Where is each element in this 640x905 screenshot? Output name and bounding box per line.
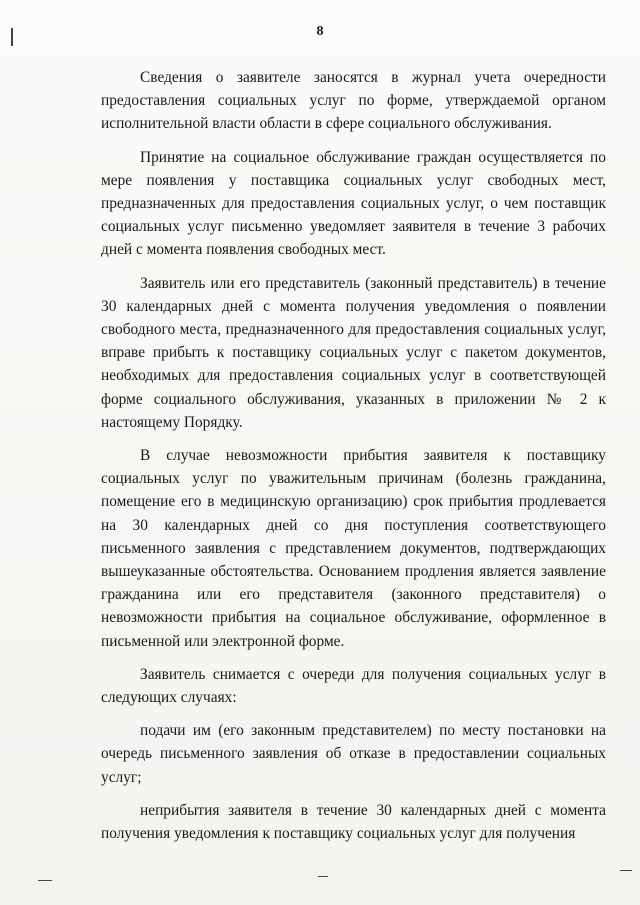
scan-mark-bottom-center	[318, 876, 328, 877]
paragraph: Принятие на социальное обслуживание граждан осуществляется по мере появления у поставщика социальных услуг свободных мест, предназначенных для предоставления социальных услуг, о чем поставщик социальных услуг письменно уведомляет заявителя в течение 3 рабочих дней с момента появления свободных мест.	[101, 148, 606, 259]
paragraph: неприбытия заявителя в течение 30 календарных дней с момента получения уведомления к поставщику социальных услуг для получения	[101, 801, 606, 843]
paragraph: подачи им (его законным представителем) по месту постановки на очередь письменного заявления об отказе в предоставлении социальных услуг;	[101, 722, 606, 786]
scan-mark-bottom-right	[620, 870, 632, 871]
document-body	[101, 66, 606, 855]
scan-mark-bottom-left	[38, 880, 52, 881]
page-number: 8	[316, 24, 324, 39]
paragraph: Заявитель или его представитель (законный представитель) в течение 30 календарных дней с момента получения уведомления о появлении свободного места, предназначенного для предоставления социальных услуг, вправе прибыть к поставщику социальных услуг с пакетом документов, необходимых для предоставления социальных услуг в соответствующей форме социального обслуживания, указанных в приложении № 2 к настоящему Порядку.	[101, 274, 606, 431]
paragraph: Сведения о заявителе заносятся в журнал учета очередности предоставления социальных услуг по форме, утверждаемой органом исполнительной власти области в сфере социального обслуживания.	[101, 69, 606, 133]
paragraph: В случае невозможности прибытия заявителя к поставщику социальных услуг по уважительным причинам (болезнь гражданина, помещение его в медицинскую организацию) срок прибытия продлевается на 30 календарных дней со дня поступления соответствующего письменного заявления с представлением документов, подтверждающих вышеуказанные обстоятельства. Основанием продления является заявление гражданина или его представителя (законного представителя) о невозможности прибытия на социальное обслуживание, оформленное в письменной или электронной форме.	[101, 447, 606, 650]
paragraph: Заявитель снимается с очереди для получения социальных услуг в следующих случаях:	[101, 665, 606, 707]
